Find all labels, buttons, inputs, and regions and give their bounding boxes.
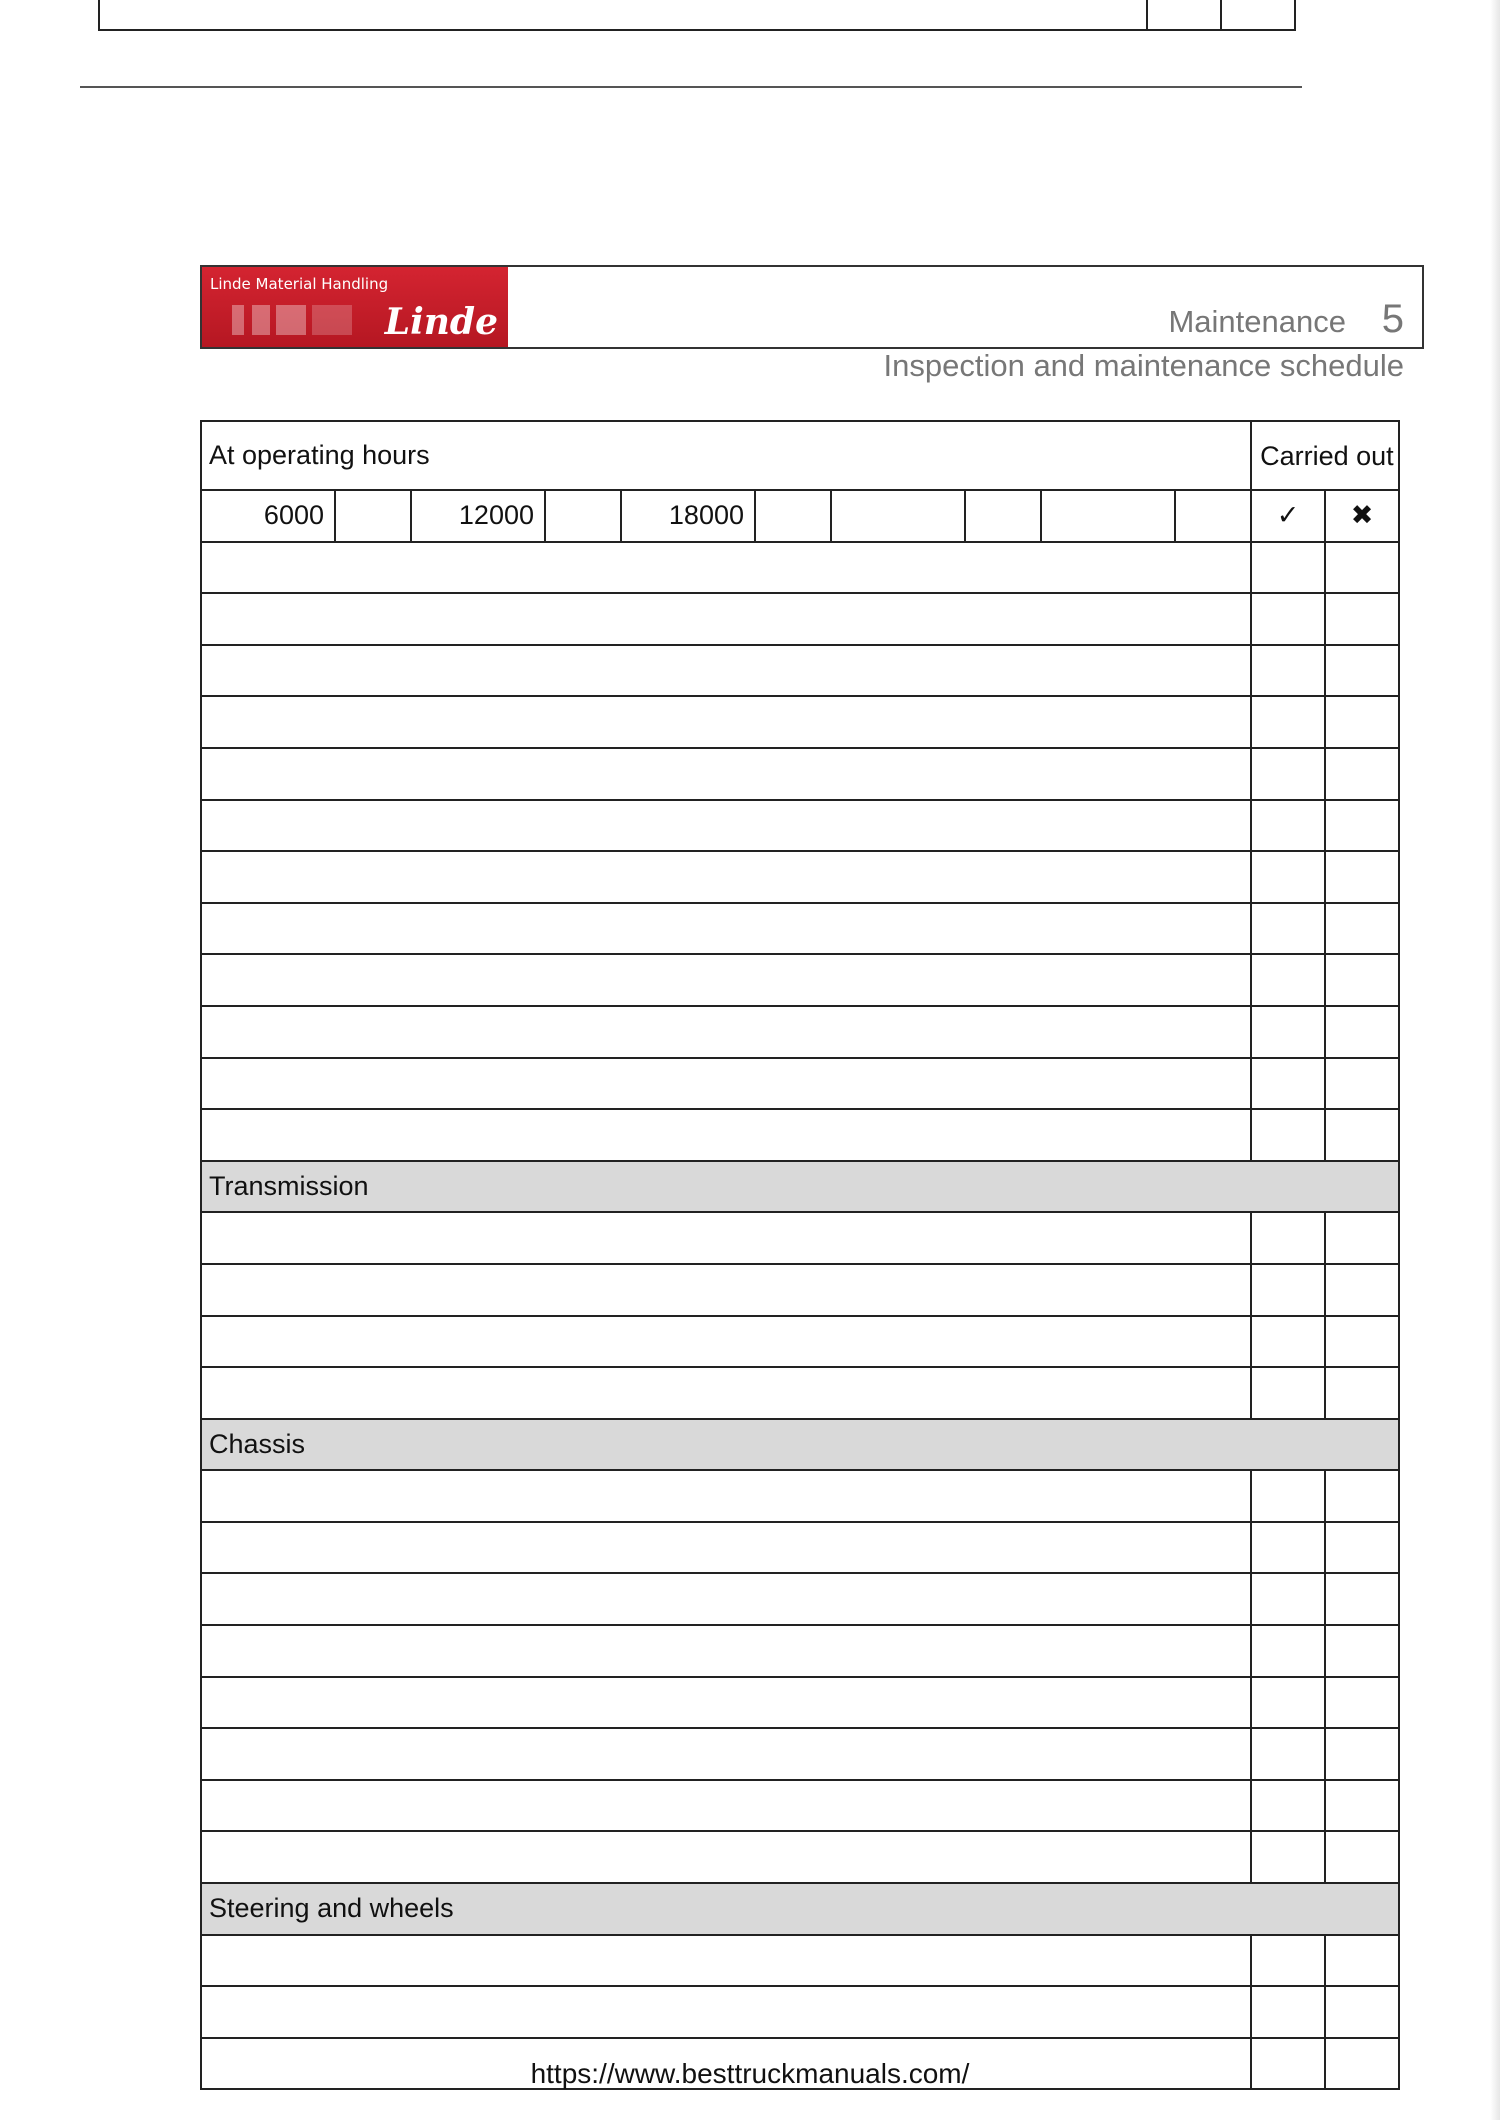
task-cell[interactable] bbox=[201, 593, 1251, 645]
hours-check-cell[interactable] bbox=[755, 490, 831, 542]
done-cell[interactable] bbox=[1251, 1316, 1325, 1368]
done-cell[interactable] bbox=[1251, 903, 1325, 955]
not-done-cell[interactable] bbox=[1325, 954, 1399, 1006]
done-cell[interactable] bbox=[1251, 1625, 1325, 1677]
not-done-cell[interactable] bbox=[1325, 800, 1399, 852]
table-row bbox=[201, 542, 1399, 594]
page-separator bbox=[80, 86, 1302, 88]
previous-page-table-bottom bbox=[98, 0, 1296, 31]
task-cell[interactable] bbox=[201, 1109, 1251, 1161]
check-mark-icon: ✓ bbox=[1251, 490, 1325, 542]
table-row bbox=[201, 800, 1399, 852]
section-title-chassis: Chassis bbox=[201, 1419, 1399, 1471]
not-done-cell[interactable] bbox=[1325, 1986, 1399, 2038]
done-cell[interactable] bbox=[1251, 1831, 1325, 1883]
not-done-cell[interactable] bbox=[1325, 593, 1399, 645]
not-done-cell[interactable] bbox=[1325, 748, 1399, 800]
done-cell[interactable] bbox=[1251, 1573, 1325, 1625]
not-done-cell[interactable] bbox=[1325, 1625, 1399, 1677]
hours-check-cell[interactable] bbox=[335, 490, 411, 542]
done-cell[interactable] bbox=[1251, 800, 1325, 852]
task-cell[interactable] bbox=[201, 1986, 1251, 2038]
hours-check-cell[interactable] bbox=[1175, 490, 1251, 542]
not-done-cell[interactable] bbox=[1325, 903, 1399, 955]
previous-page-column-divider bbox=[1220, 0, 1222, 29]
done-cell[interactable] bbox=[1251, 1780, 1325, 1832]
table-row bbox=[201, 1470, 1399, 1522]
task-cell[interactable] bbox=[201, 645, 1251, 697]
task-cell[interactable] bbox=[201, 1470, 1251, 1522]
task-cell[interactable] bbox=[201, 1728, 1251, 1780]
table-row bbox=[201, 645, 1399, 697]
table-row bbox=[201, 696, 1399, 748]
chapter-number: 5 bbox=[1381, 297, 1404, 341]
task-cell[interactable] bbox=[201, 1367, 1251, 1419]
done-cell[interactable] bbox=[1251, 1367, 1325, 1419]
not-done-cell[interactable] bbox=[1325, 696, 1399, 748]
task-cell[interactable] bbox=[201, 954, 1251, 1006]
done-cell[interactable] bbox=[1251, 851, 1325, 903]
table-row bbox=[201, 1367, 1399, 1419]
done-cell[interactable] bbox=[1251, 1986, 1325, 2038]
not-done-cell[interactable] bbox=[1325, 1780, 1399, 1832]
not-done-cell[interactable] bbox=[1325, 1316, 1399, 1368]
table-row bbox=[201, 1522, 1399, 1574]
task-cell[interactable] bbox=[201, 1058, 1251, 1110]
brand-logo-wordmark: Linde bbox=[384, 301, 498, 343]
task-cell[interactable] bbox=[201, 800, 1251, 852]
task-cell[interactable] bbox=[201, 1212, 1251, 1264]
done-cell[interactable] bbox=[1251, 1058, 1325, 1110]
table-row bbox=[201, 1264, 1399, 1316]
task-cell[interactable] bbox=[201, 1677, 1251, 1729]
table-row bbox=[201, 1316, 1399, 1368]
hours-check-cell[interactable] bbox=[545, 490, 621, 542]
not-done-cell[interactable] bbox=[1325, 1212, 1399, 1264]
done-cell[interactable] bbox=[1251, 696, 1325, 748]
page-header bbox=[200, 265, 1424, 349]
not-done-cell[interactable] bbox=[1325, 1522, 1399, 1574]
section-row-steering-and-wheels bbox=[201, 1883, 1399, 1935]
table-row bbox=[201, 1728, 1399, 1780]
done-cell[interactable] bbox=[1251, 1522, 1325, 1574]
task-cell[interactable] bbox=[201, 1264, 1251, 1316]
task-cell[interactable] bbox=[201, 1006, 1251, 1058]
table-row bbox=[201, 1109, 1399, 1161]
section-row-chassis bbox=[201, 1419, 1399, 1471]
done-cell[interactable] bbox=[1251, 1212, 1325, 1264]
hours-row bbox=[201, 490, 1399, 542]
not-done-cell[interactable] bbox=[1325, 1728, 1399, 1780]
done-cell[interactable] bbox=[1251, 1728, 1325, 1780]
table-row bbox=[201, 903, 1399, 955]
task-cell[interactable] bbox=[201, 1573, 1251, 1625]
table-row bbox=[201, 1935, 1399, 1987]
task-cell[interactable] bbox=[201, 1316, 1251, 1368]
table-row bbox=[201, 1573, 1399, 1625]
not-done-cell[interactable] bbox=[1325, 1006, 1399, 1058]
task-cell[interactable] bbox=[201, 1780, 1251, 1832]
linde-logo bbox=[202, 267, 508, 347]
table-row bbox=[201, 1677, 1399, 1729]
not-done-cell[interactable] bbox=[1325, 1573, 1399, 1625]
table-row bbox=[201, 851, 1399, 903]
maintenance-schedule-table bbox=[200, 420, 1400, 2090]
not-done-cell[interactable] bbox=[1325, 1367, 1399, 1419]
not-done-cell[interactable] bbox=[1325, 542, 1399, 594]
task-cell[interactable] bbox=[201, 696, 1251, 748]
done-cell[interactable] bbox=[1251, 748, 1325, 800]
table-row bbox=[201, 1986, 1399, 2038]
table-row bbox=[201, 1006, 1399, 1058]
brand-small-text: Linde Material Handling bbox=[210, 275, 389, 293]
logo-gradient-blocks bbox=[232, 305, 372, 335]
hours-6000: 6000 bbox=[201, 490, 335, 542]
not-done-cell[interactable] bbox=[1325, 1677, 1399, 1729]
hours-empty-cell[interactable] bbox=[831, 490, 965, 542]
done-cell[interactable] bbox=[1251, 1677, 1325, 1729]
operating-hours-label: At operating hours bbox=[201, 421, 1251, 490]
hours-check-cell[interactable] bbox=[965, 490, 1041, 542]
done-cell[interactable] bbox=[1251, 645, 1325, 697]
task-cell[interactable] bbox=[201, 542, 1251, 594]
table-row bbox=[201, 1058, 1399, 1110]
section-title: Maintenance bbox=[1168, 304, 1346, 339]
done-cell[interactable] bbox=[1251, 593, 1325, 645]
done-cell[interactable] bbox=[1251, 1264, 1325, 1316]
task-cell[interactable] bbox=[201, 748, 1251, 800]
hours-empty-cell[interactable] bbox=[1041, 490, 1175, 542]
page-edge-shadow bbox=[1490, 0, 1500, 2120]
section-title-transmission: Transmission bbox=[201, 1161, 1399, 1213]
table-row bbox=[201, 1831, 1399, 1883]
task-cell[interactable] bbox=[201, 1935, 1251, 1987]
cross-mark-icon: ✖ bbox=[1325, 490, 1399, 542]
table-row bbox=[201, 1212, 1399, 1264]
not-done-cell[interactable] bbox=[1325, 851, 1399, 903]
not-done-cell[interactable] bbox=[1325, 1831, 1399, 1883]
hours-12000: 12000 bbox=[411, 490, 545, 542]
done-cell[interactable] bbox=[1251, 1470, 1325, 1522]
not-done-cell[interactable] bbox=[1325, 1058, 1399, 1110]
section-row-transmission bbox=[201, 1161, 1399, 1213]
not-done-cell[interactable] bbox=[1325, 1264, 1399, 1316]
page-subtitle: Inspection and maintenance schedule bbox=[883, 348, 1404, 383]
done-cell[interactable] bbox=[1251, 1935, 1325, 1987]
done-cell[interactable] bbox=[1251, 542, 1325, 594]
section-title-steering-and-wheels: Steering and wheels bbox=[201, 1883, 1399, 1935]
not-done-cell[interactable] bbox=[1325, 1109, 1399, 1161]
previous-page-column-divider bbox=[1146, 0, 1148, 29]
not-done-cell[interactable] bbox=[1325, 645, 1399, 697]
table-row bbox=[201, 1780, 1399, 1832]
table-header-row bbox=[201, 421, 1399, 490]
task-cell[interactable] bbox=[201, 1625, 1251, 1677]
hours-18000: 18000 bbox=[621, 490, 755, 542]
task-cell[interactable] bbox=[201, 1831, 1251, 1883]
done-cell[interactable] bbox=[1251, 1109, 1325, 1161]
task-cell[interactable] bbox=[201, 1522, 1251, 1574]
task-cell[interactable] bbox=[201, 903, 1251, 955]
done-cell[interactable] bbox=[1251, 1006, 1325, 1058]
footer-url[interactable]: https://www.besttruckmanuals.com/ bbox=[530, 2058, 970, 2089]
task-cell[interactable] bbox=[201, 851, 1251, 903]
carried-out-label: Carried out bbox=[1251, 421, 1399, 490]
table-row bbox=[201, 954, 1399, 1006]
done-cell[interactable] bbox=[1251, 954, 1325, 1006]
table-row bbox=[201, 593, 1399, 645]
not-done-cell[interactable] bbox=[1325, 1935, 1399, 1987]
table-row bbox=[201, 1625, 1399, 1677]
not-done-cell[interactable] bbox=[1325, 1470, 1399, 1522]
table-row bbox=[201, 748, 1399, 800]
